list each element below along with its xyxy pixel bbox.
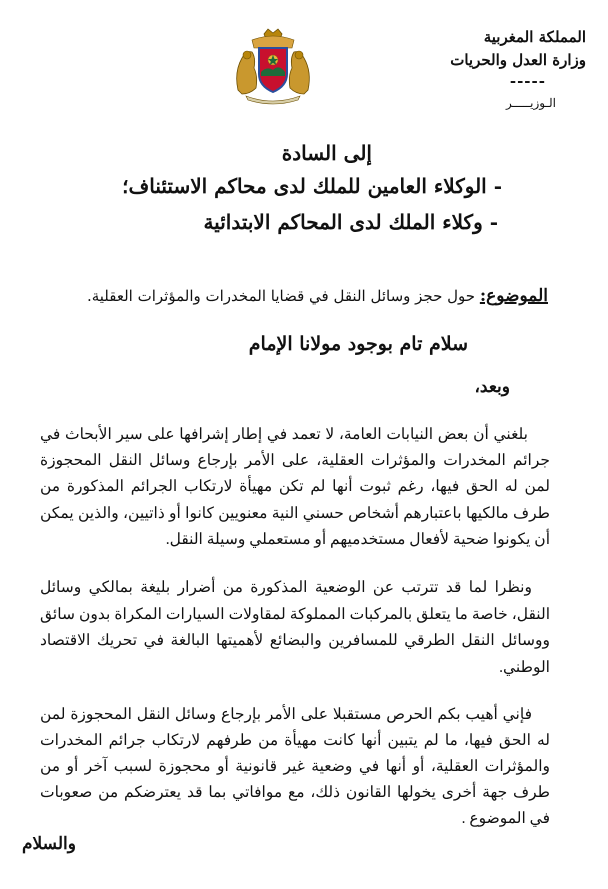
greeting: سلام تام بوجود مولانا الإمام (248, 333, 468, 355)
after-greeting: وبعد، (474, 377, 510, 397)
closing: والسلام (22, 834, 76, 854)
subject-text: حول حجز وسائل النقل في قضايا المخدرات والمؤثرات العقلية. (86, 287, 480, 305)
letterhead (416, 26, 586, 116)
subject-label: الموضوع: (479, 286, 548, 306)
paragraph-3: فإني أهيب بكم الحرص مستقبلا على الأمر بإرجاع وسائل النقل المحجوزة لمن له الحق فيها، ما لم يتبين أنها كانت مهيأة من طرفهم لارتكاب جرائم المخدرات والمؤثرات العقلية، أو أنها في وضعية غير قانونية أو محجوزة لسبب آخر أو من طرف جهة أخرى يخولها القانون ذلك، مع موافاتي بما قد يعترضكم من صعوبات في الموضوع . (40, 706, 550, 828)
paragraph-1: بلغني أن بعض النيابات العامة، لا تعمد في إطار إشرافها على سير الأبحاث في جرائم المخدرات والمؤثرات العقلية، على الأمر بإرجاع وسائل النقل المحجوزة لمن له الحق فيها، رغم ثبوت أنها لم تكن مهيأة لارتكاب الجرائم المذكورة من طرف مالكيها باعتبارهم أشخاص حسني النية معنويين كانوا أو ذاتيين، والذين يمكن أن يكونوا ضحية لأفعال مستخدميهم أو مستعملي وسيلة النقل. (40, 426, 550, 548)
subject-line (87, 284, 548, 308)
addressees-to: إلى السادة (281, 141, 372, 165)
coat-of-arms-emblem (232, 28, 314, 106)
kingdom-name: المملكة المغربية (483, 28, 586, 46)
minister-title: الـوزيـــــر (505, 96, 556, 110)
ministry-name: وزارة العدل والحريات (450, 51, 586, 69)
header-separator: ----- (509, 72, 546, 90)
letter-body (40, 422, 550, 832)
addressees-block (40, 138, 584, 240)
paragraph-2: ونظرا لما قد تترتب عن الوضعية المذكورة من أضرار بليغة بمالكي وسائل النقل، خاصة ما يتعلق بالمركبات المملوكة لمقاولات السيارات المكراة بدون سائق ووسائل النقل الطرقي للمسافرين والبضائع لأهميتها البالغة في تحريك الاقتصاد الوطني. (40, 579, 550, 676)
addressee-general-prosecutors: - الوكلاء العامين للملك لدى محاكم الاستئناف؛ (122, 174, 502, 198)
addressee-prosecutors: - وكلاء الملك لدى المحاكم الابتدائية (203, 210, 498, 234)
